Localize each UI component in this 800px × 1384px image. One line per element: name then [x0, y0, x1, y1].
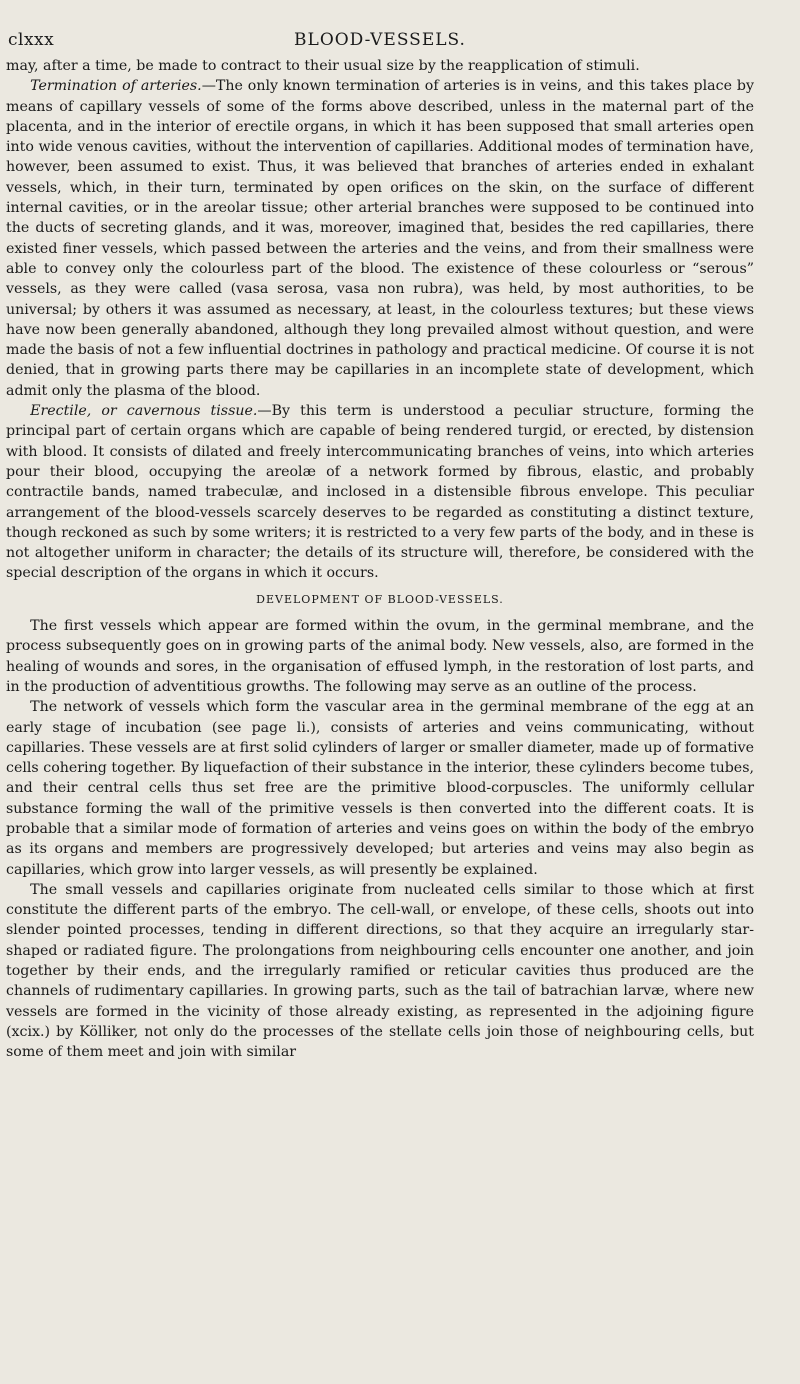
section-heading: DEVELOPMENT OF BLOOD-VESSELS. — [256, 592, 504, 606]
paragraph-lead: Termination of arteries. — [30, 78, 202, 95]
page-header — [6, 22, 754, 56]
paragraph-termination-of-arteries — [6, 76, 754, 401]
paragraph-erectile-tissue — [6, 401, 754, 584]
paragraph-text: may, after a time, be made to contract to their usual size by the reapplication of stimuli. — [6, 58, 640, 74]
paragraph-text: —By this term is understood a peculiar structure, forming the principal part of certain organs which are capable of being rendered turgid, or erected, by distension with blood. It consists of dilated and freely intercommunicating branches of veins, into which arteries pour their blood, occupying the areolæ of a network formed by fibrous, elastic, and probably contractile bands, named trabeculæ, and inclosed in a distensible fibrous envelope. This peculiar arrangement of the blood-vessels scarcely deserves to be regarded as constituting a distinct texture, though reckoned as such by some writers; it is restricted to a very few parts of the body, and in these is not altogether uniform in character; the details of its structure will, therefore, be considered with the special description of the organs in which it occurs. — [6, 403, 754, 582]
section-paragraph: The network of vessels which form the vascular area in the germinal membrane of the egg at an early stage of incubation (see page li.), consists of arteries and veins communicating, without capillaries. These vessels are at first solid cylinders of larger or smaller diameter, made up of formative cells cohering together. By liquefaction of their substance in the interior, these cylinders become tubes, and their central cells thus set free are the primitive blood-corpuscles. The uniformly cellular substance forming the wall of the primitive vessels is then converted into the different coats. It is probable that a similar mode of formation of arteries and veins goes on within the body of the embryo as its organs and members are progressively developed; but arteries and veins may also begin as capillaries, which grow into larger vessels, as will presently be explained. — [6, 699, 754, 878]
section-paragraph: The small vessels and capillaries originate from nucleated cells similar to those which at first constitute the different parts of the embryo. The cell-wall, or envelope, of these cells, shoots out into slender pointed processes, tending in different directions, so that they acquire an irregularly star-shaped or radiated figure. The prolongations from neighbouring cells encounter one another, and join together by their ends, and the irregularly ramified or reticular cavities thus produced are the channels of rudimentary capillaries. In growing parts, such as the tail of batrachian larvæ, where new vessels are formed in the vicinity of those already existing, as represented in the adjoining figure (xcix.) by Kölliker, not only do the processes of the stellate cells join those of neighbouring cells, but some of them meet and join with similar — [6, 881, 754, 1061]
body-text — [6, 56, 754, 1063]
paragraph-text: —The only known termination of arteries is in veins, and this takes place by means of capillary vessels of some of the forms above described, unless in the maternal part of the placenta, and in the interior of erectile organs, in which it has been supposed that small arteries open into wide venous cavities, without the intervention of capillaries. Additional modes of termination have, however, been assumed to exist. Thus, it was believed that branches of arteries ended in exhalant vessels, which, in their turn, terminated by open orifices on the skin, on the surface of different internal cavities, or in the areolar tissue; other arterial branches were supposed to be continued into the ducts of secreting glands, and it was, moreover, imagined that, besides the red capillaries, there existed finer vessels, which passed between the arteries and the veins, and from their smallness were able to convey only the colourless part of the blood. The existence of these colourless or “serous” vessels, as they were called (vasa serosa, vasa non rubra), was held, by most authorities, to be universal; by others it was assumed as necessary, at least, in the colourless textures; but these views have now been generally abandoned, although they long prevailed almost without question, and were made the basis of not a few influential doctrines in pathology and practical medicine. Of course it is not denied, that in growing parts there may be capillaries in an incomplete state of development, which admit only the plasma of the blood. — [6, 78, 754, 399]
paragraph-continuation — [6, 56, 754, 76]
paragraph-lead: Erectile, or cavernous tissue. — [30, 403, 258, 420]
page-number: clxxx — [8, 30, 55, 50]
running-title: BLOOD-VESSELS. — [294, 30, 466, 50]
section-paragraph: The first vessels which appear are formed within the ovum, in the germinal membrane, and the process subsequently goes on in growing parts of the animal body. New vessels, also, are formed in the healing of wounds and sores, in the organisation of effused lymph, in the restoration of lost parts, and in the production of adventitious growths. The following may serve as an outline of the process. — [6, 618, 754, 695]
